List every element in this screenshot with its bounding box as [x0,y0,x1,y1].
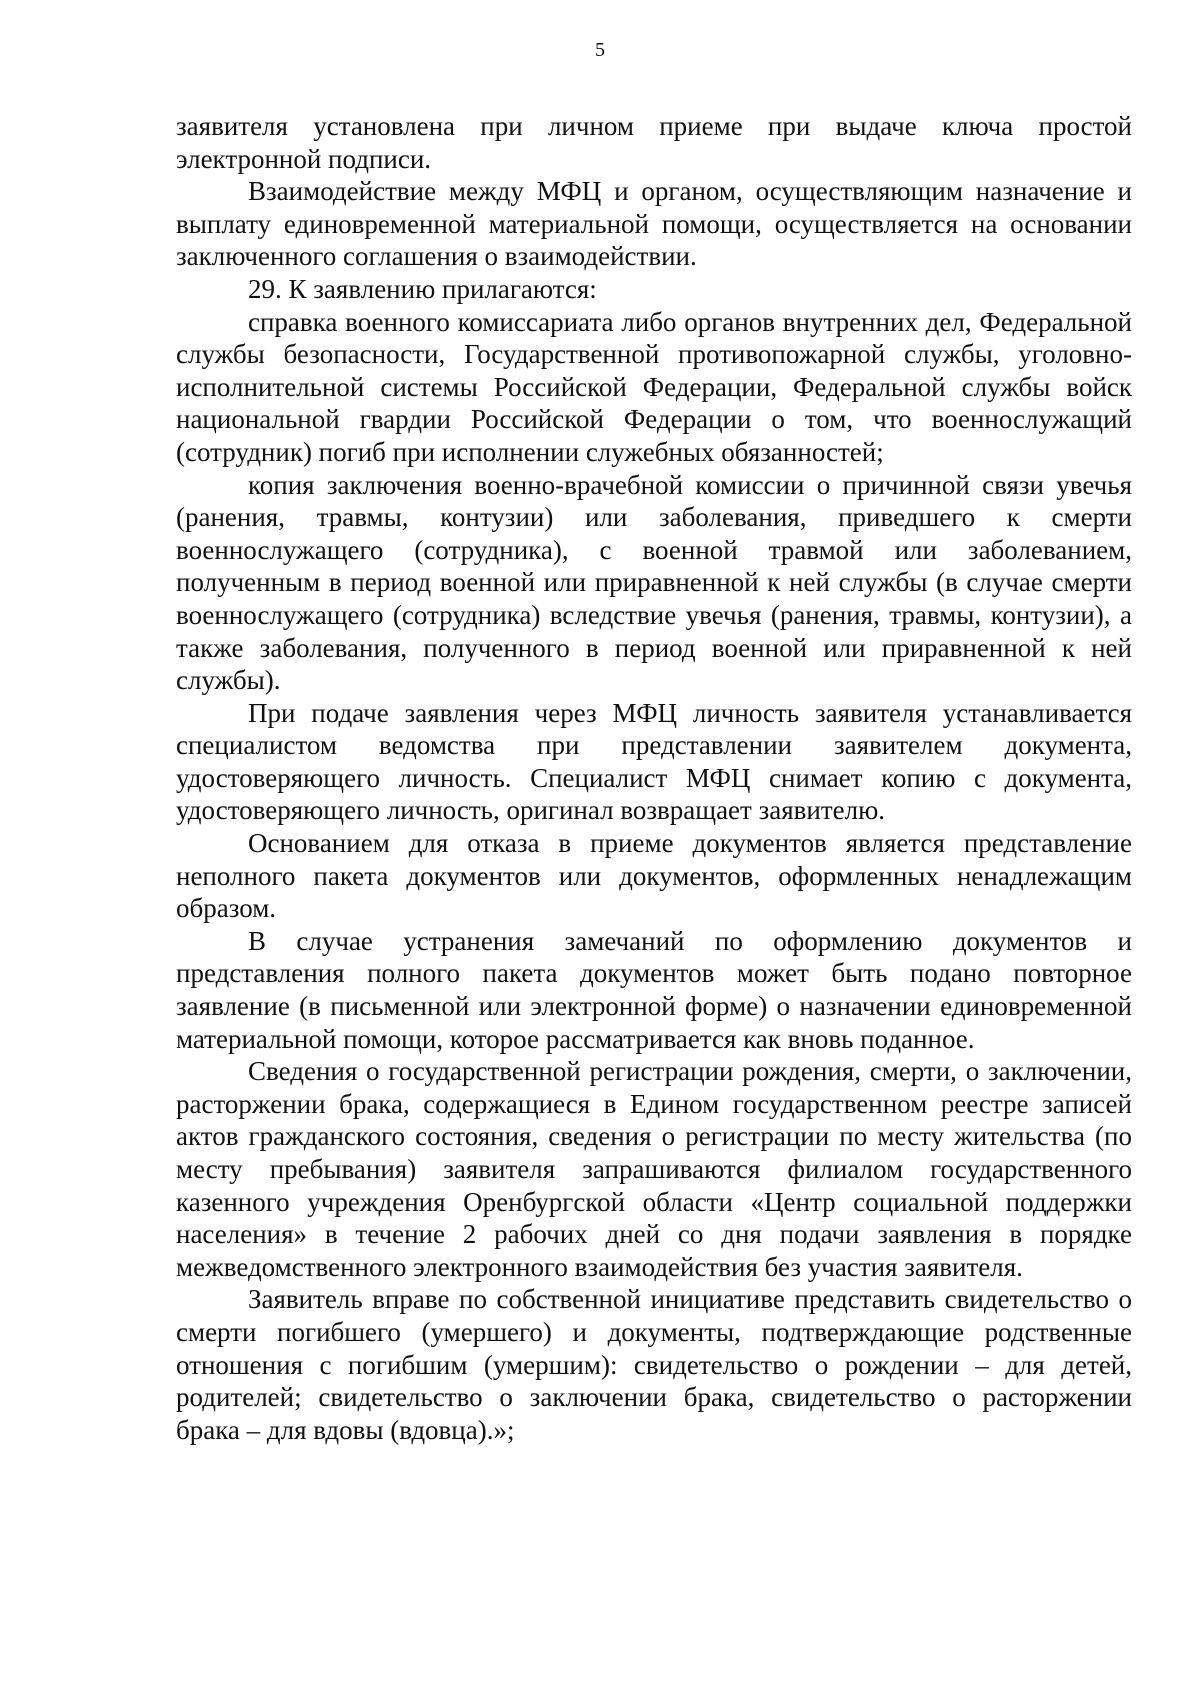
paragraph-2: Взаимодействие между МФЦ и органом, осуществляющим назначение и выплату единовременной материальной помощи, осуществляется на основании заключенного соглашения о взаимодействии. [176,176,1132,272]
paragraph-4: справка военного комиссариата либо органов внутренних дел, Федеральной службы безопасности, Государственной противопожарной службы, уголовно-исполнительной системы Российской Федерации, Федеральной службы войск национальной гвардии Российской Федерации о том, что военнослужащий (сотрудник) погиб при исполнении служебных обязанностей; [176,306,1132,467]
paragraph-7: Основанием для отказа в приеме документов является представление неполного пакета документов или документов, оформленных ненадлежащим образом. [176,828,1132,924]
page-number: 5 [595,39,605,61]
paragraph-3: 29. К заявлению прилагаются: [248,273,597,304]
paragraph-9: Сведения о государственной регистрации рождения, смерти, о заключении, расторжении брака, содержащиеся в Едином государственном реестре записей актов гражданского состояния, сведения о регистрации по месту жительства (по месту пребывания) заявителя запрашиваются филиалом государственного казенного учреждения Оренбургской области «Центр социальной поддержки населения» в течение 2 рабочих дней со дня подачи заявления в порядке межведомственного электронного взаимодействия без участия заявителя. [176,1056,1132,1282]
paragraph-8: В случае устранения замечаний по оформлению документов и представления полного пакета документов может быть подано повторное заявление (в письменной или электронной форме) о назначении единовременной материальной помощи, которое рассматривается как вновь поданное. [176,925,1132,1054]
paragraph-1: заявителя установлена при личном приеме при выдаче ключа простой электронной подписи. [176,111,1132,174]
document-body [176,110,1132,1446]
paragraph-6: При подаче заявления через МФЦ личность заявителя устанавливается специалистом ведомства при представлении заявителем документа, удостоверяющего личность. Специалист МФЦ снимает копию с документа, удостоверяющего личность, оригинал возвращает заявителю. [176,697,1132,826]
paragraph-5: копия заключения военно-врачебной комиссии о причинной связи увечья (ранения, травмы, контузии) или заболевания, приведшего к смерти военнослужащего (сотрудника), с военной травмой или заболеванием, полученным в период военной или приравненной к ней службы (в случае смерти военнослужащего (сотрудника) вследствие увечья (ранения, травмы, контузии), а также заболевания, полученного в период военной или приравненной к ней службы). [176,469,1132,696]
paragraph-10: Заявитель вправе по собственной инициативе представить свидетельство о смерти погибшего (умершего) и документы, подтверждающие родственные отношения с погибшим (умершим): свидетельство о рождении – для детей, родителей; свидетельство о заключении брака, свидетельство о расторжении брака – для вдовы (вдовца).»; [176,1284,1132,1445]
